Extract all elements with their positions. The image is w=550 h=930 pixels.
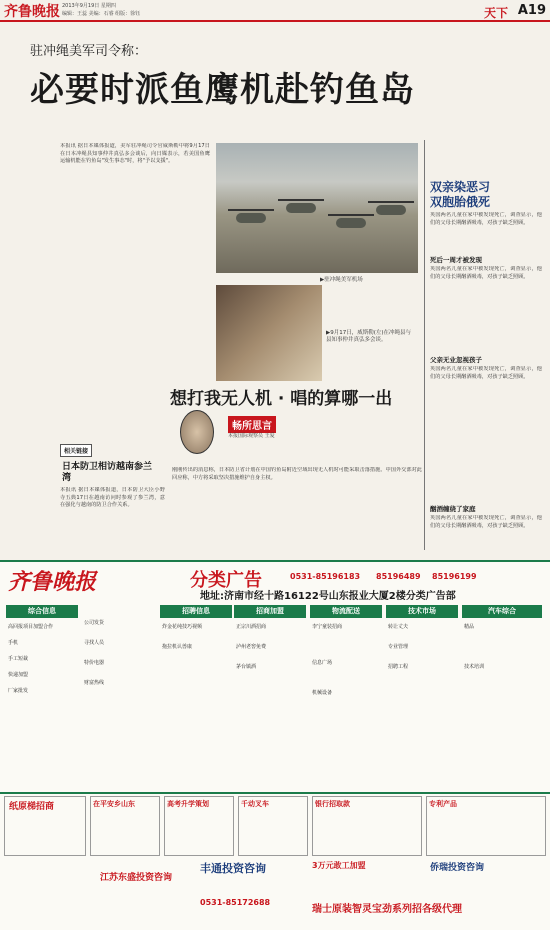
- ad-phone-1: 0531-85196183: [290, 572, 361, 581]
- masthead: [0, 0, 550, 22]
- ad-col7-item: 精品: [464, 624, 475, 630]
- helicopter-shape: [286, 203, 316, 213]
- ad-slogan: 瑞士原装智灵宝劲系列招各级代理: [312, 904, 462, 915]
- ad-col5-item: 李宁童装招商: [312, 624, 343, 630]
- ad-col1-item: 高回报项目加盟合作: [8, 624, 54, 630]
- ad-mid-rule: [0, 792, 550, 794]
- ad-slogan: 江苏东盛投资咨询: [100, 873, 173, 883]
- ad-col4-item: 泸州老窖免费: [236, 644, 267, 650]
- ad-col5-item: 信息广场: [312, 660, 333, 666]
- ad-category: 招商加盟: [234, 605, 306, 618]
- ad-col6-item: 招聘工程: [388, 664, 409, 670]
- ad-col7-item: 技术培训: [464, 664, 485, 670]
- column-name: 畅所思言: [228, 416, 276, 433]
- ad-col5-item: 机械设备: [312, 690, 333, 696]
- ad-block: [90, 796, 160, 856]
- main-story-text: 本报讯 据日本媒体报道，美军驻冲绳司令官威斯勒中将9月17日在日本冲绳县知事仲井真弘多会谈后，向日媒表示，若美国鱼鹰运输机能在钓鱼岛"发生事态"时，将"予以支援"。: [60, 143, 210, 165]
- ad-block-title: 专利产品: [429, 800, 457, 808]
- sidebar-intro: 英国两名儿童在家中被发现死亡，调查显示，他们的父母长期酗酒吸毒，对孩子缺乏照顾。: [430, 212, 542, 226]
- ad-col1-item: 快递加盟: [8, 672, 29, 678]
- ad-slogan: 3万元敢工加盟: [312, 861, 366, 870]
- ad-col6-item: 转让丈夫: [388, 624, 409, 630]
- opinion-headline: 想打我无人机 · 唱的算哪一出: [170, 389, 393, 409]
- main-headline: 必要时派鱼鹰机赴钓鱼岛: [30, 70, 415, 110]
- ad-top-rule: [0, 560, 550, 562]
- sidebar-sub2: 父亲无业忽视孩子: [430, 356, 482, 364]
- ad-hotline: 0531-85172688: [200, 898, 271, 907]
- ad-col4-item: 茅台镇酒: [236, 664, 257, 670]
- ad-col1-item: 厂家批发: [8, 688, 29, 694]
- ad-block: [238, 796, 308, 856]
- related-tag: 相关链接: [60, 444, 92, 457]
- ad-block-title: 高考升学策划: [167, 800, 209, 808]
- ad-logo: 齐鲁晚报: [8, 569, 97, 595]
- photo2-caption: ▶9月17日，威斯勒(左)在冲绳县与县知事仲井真弘多会谈。: [326, 330, 412, 343]
- ad-block: [164, 796, 234, 856]
- ad-col6-item: 专业管理: [388, 644, 409, 650]
- page-number: A19: [517, 3, 546, 18]
- helicopter-shape: [336, 218, 366, 228]
- helicopter-shape: [376, 205, 406, 215]
- sidebar-title-1: 双亲染恶习: [430, 180, 491, 194]
- meeting-photo: [216, 285, 322, 381]
- ad-col4-item: 正宗川酒招商: [236, 624, 267, 630]
- ad-block-title: 在平安乡山东: [93, 800, 135, 808]
- sidebar-sub3: 酗酒缠绕了家庭: [430, 505, 476, 513]
- editor-credits: 编辑：王蕊 美编：石睿 组版：徐钰: [62, 11, 141, 17]
- ad-block: [426, 796, 546, 856]
- ad-block: [4, 796, 86, 856]
- sidebar-text-1: 英国两名儿童在家中被发现死亡，调查显示，他们的父母长期酗酒吸毒，对孩子缺乏照顾。: [430, 266, 542, 280]
- ad-col3-item: 拖拉机认兽康: [162, 644, 193, 650]
- ad-col2-item: 财富热线: [84, 680, 105, 686]
- ad-phone-3: 85196199: [432, 572, 477, 581]
- ad-block: [312, 796, 422, 856]
- sidebar-sub1: 死后一周才被发现: [430, 256, 482, 264]
- ad-category: 物流配送: [310, 605, 382, 618]
- ad-address: 地址:济南市经十路16122号山东报业大厦2楼分类广告部: [200, 591, 456, 602]
- ad-category: 汽车综合: [462, 605, 542, 618]
- helicopter-shape: [236, 213, 266, 223]
- ad-col3-item: 炸金花纯技巧视频: [162, 624, 203, 630]
- ad-col2-item: 寻找人员: [84, 640, 105, 646]
- ad-col2-item: 特价电器: [84, 660, 105, 666]
- sidebar-text-2: 英国两名儿童在家中被发现死亡，调查显示，他们的父母长期酗酒吸毒，对孩子缺乏照顾。: [430, 366, 542, 380]
- ad-col1-item: 手机: [8, 640, 19, 646]
- ad-slogan: 丰通投资咨询: [200, 862, 266, 875]
- ad-phone-2: 85196489: [376, 572, 421, 581]
- headline-kicker: 驻冲绳美军司令称：: [30, 44, 148, 59]
- opinion-text: 刚刚传出的消息称，日本防卫省计划在中国钓鱼岛附近空域出现无人机时可能采取击落措施。中国外交部对此回应称，中方将采取坚决措施维护自身主权。: [172, 467, 422, 481]
- masthead-meta: [62, 2, 140, 18]
- ad-col1-item: 手工短裁: [8, 656, 29, 662]
- sidebar-text-3: 英国两名儿童在家中被发现死亡，调查显示，他们的父母长期酗酒吸毒，对孩子缺乏照顾。: [430, 515, 542, 529]
- ad-slogan: 侨瑞投资咨询: [430, 863, 485, 873]
- photo1-caption: ▶驻冲绳美军机场: [320, 277, 363, 283]
- ad-block-title: 银行招取款: [315, 800, 350, 808]
- ad-category: 综合信息: [6, 605, 78, 618]
- ad-block-title: 千动叉车: [241, 800, 269, 808]
- issue-date: 2013年9月19日 星期四: [62, 3, 116, 9]
- columnist-portrait: [180, 410, 214, 454]
- sidebar-title-2: 双胞胎俄死: [430, 195, 491, 209]
- related-text: 本报讯 据日本媒体报道，日本防卫大臣小野寺五典17日在越南访问时参观了参兰湾，意在强化与越南的防卫合作关系。: [60, 487, 165, 509]
- helicopter-photo: [216, 143, 418, 273]
- newspaper-logo: 齐鲁晚报: [4, 4, 60, 20]
- ad-category: 招聘信息: [160, 605, 232, 618]
- related-title: 日本防卫相访越南参兰湾: [62, 462, 153, 483]
- ad-block-title: 纸原梯招商: [9, 802, 55, 812]
- ad-col2-item: 公司发货: [84, 620, 105, 626]
- column-author: 本报国际观察员 王爱: [228, 433, 275, 439]
- ad-classified-title: 分类广告: [190, 570, 262, 591]
- ad-category: 技术市场: [386, 605, 458, 618]
- section-name: 天下: [483, 6, 508, 20]
- column-divider: [424, 140, 425, 550]
